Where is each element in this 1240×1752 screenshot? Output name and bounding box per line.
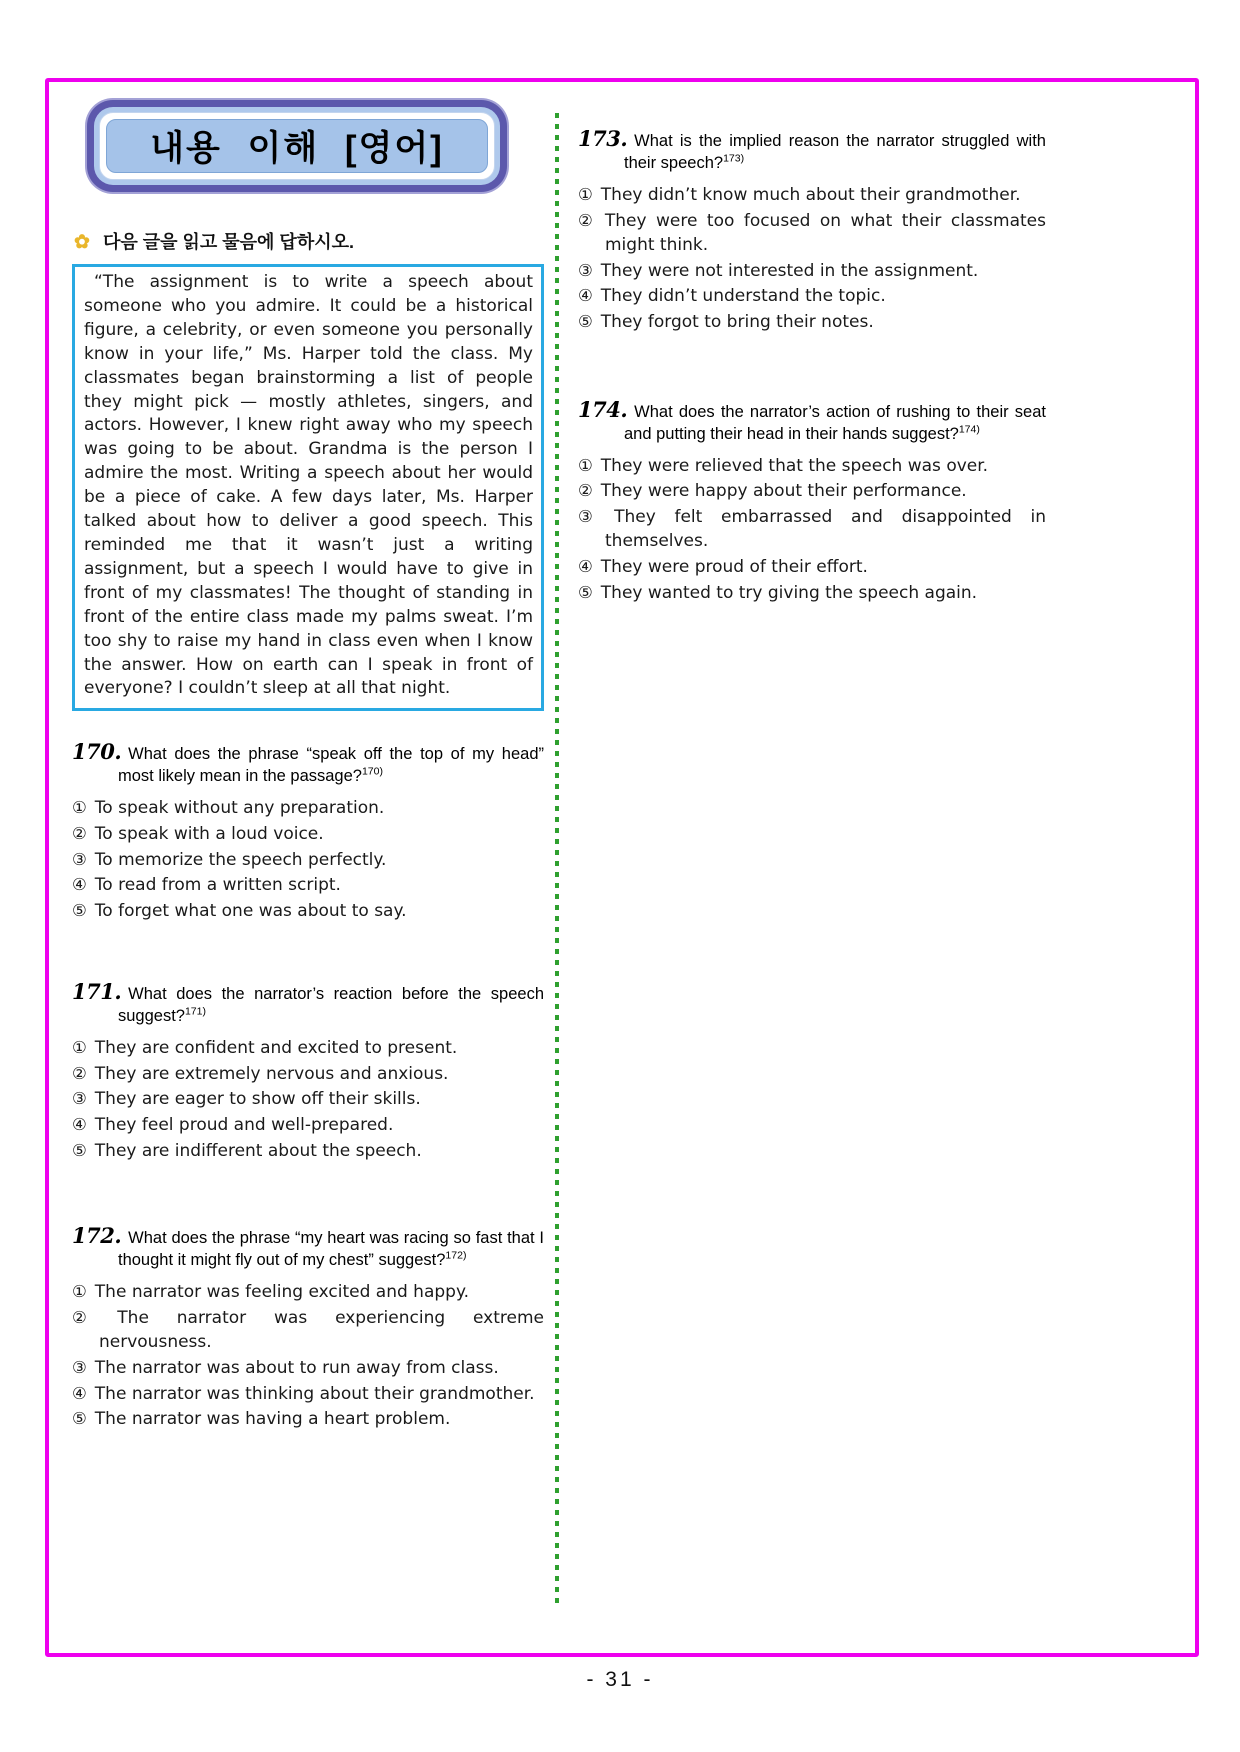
- column-divider: [555, 113, 559, 1605]
- option-2: ② To speak with a loud voice.: [72, 823, 324, 844]
- option-marker: ③: [72, 1089, 87, 1109]
- question-number: 171.: [72, 979, 122, 1005]
- title-banner: [87, 100, 507, 192]
- option-3: ③ To memorize the speech perfectly.: [72, 849, 387, 870]
- footnote-ref: 174): [958, 423, 980, 436]
- option-marker: ③: [72, 849, 87, 869]
- passage-text: “The assignment is to write a speech about someone who you admire. It could be a historical figure, a celebrity, or even someone you personally know in your life,” Ms. Harper told the class. My classmates began brainstorming a list of people they might pick — mostly athletes, singers, and actors. However, I knew right away who my speech was going to be about. Grandma is the person I admire the most. Writing a speech about her would be a piece of cake. A few days later, Ms. Harper talked about how to deliver a good speech. This reminded me that it wasn’t just a writing assignment, but a speech I would have to give in front of my classmates! The thought of standing in front of the entire class made my palms sweat. I’m too shy to raise my hand in class even when I know the answer. How on earth can I speak in front of everyone? I couldn’t sleep at all that night.: [84, 272, 533, 699]
- option-marker: ①: [72, 1038, 87, 1058]
- option-marker: ③: [578, 506, 607, 526]
- option-marker: ④: [578, 556, 593, 576]
- question-174: [578, 396, 1047, 606]
- page-number: - 31 -: [586, 1668, 654, 1691]
- option-marker: ⑤: [578, 582, 593, 602]
- footnote-ref: 170): [361, 765, 383, 778]
- option-marker: ②: [72, 1063, 87, 1083]
- option-4: ④ They feel proud and well-prepared.: [72, 1115, 394, 1136]
- option-marker: ④: [72, 1383, 87, 1403]
- options-list: [72, 1280, 544, 1432]
- option-4: ④ They didn’t understand the topic.: [578, 286, 886, 307]
- question-170: [72, 741, 544, 923]
- option-marker: ④: [72, 1115, 87, 1135]
- option-4: ④ They were proud of their effort.: [578, 556, 868, 577]
- question-172: [72, 1225, 544, 1432]
- option-1: ① They are confident and excited to present.: [72, 1038, 458, 1059]
- option-4: ④ The narrator was thinking about their grandmother.: [72, 1383, 535, 1404]
- question-number: 170.: [72, 739, 122, 765]
- page-title: 내용 이해 [영어]: [106, 119, 488, 173]
- option-marker: ⑤: [72, 1140, 87, 1160]
- option-5: ⑤ To forget what one was about to say.: [72, 900, 407, 921]
- option-2: ② The narrator was experiencing extreme nervousness.: [72, 1307, 544, 1353]
- footnote-ref: 173): [723, 152, 745, 165]
- option-5: ⑤ They forgot to bring their notes.: [578, 311, 874, 332]
- option-marker: ①: [578, 185, 593, 204]
- question-stem: 170. What does the phrase “speak off the top of my head” most likely mean in the passage?$^{170)}$: [72, 739, 544, 786]
- option-2: ② They were happy about their performance.: [578, 481, 967, 502]
- option-marker: ②: [72, 823, 87, 843]
- option-2: ② They were too focused on what their classmates might think.: [578, 210, 1047, 256]
- footnote-ref: 172): [445, 1249, 467, 1262]
- option-marker: ①: [578, 455, 593, 475]
- question-number: 173.: [578, 126, 628, 151]
- footnote-ref: 171): [184, 1005, 206, 1018]
- option-marker: ①: [72, 1282, 87, 1302]
- option-marker: ⑤: [578, 311, 593, 331]
- option-marker: ⑤: [72, 900, 87, 920]
- option-1: ① They were relieved that the speech was over.: [578, 455, 989, 476]
- option-5: ⑤ They wanted to try giving the speech again.: [578, 582, 978, 603]
- option-3: ③ They are eager to show off their skills.: [72, 1089, 421, 1110]
- option-marker: ④: [578, 286, 593, 306]
- options-list: [578, 454, 1046, 606]
- option-1: ① The narrator was feeling excited and happy.: [72, 1282, 469, 1303]
- option-marker: ⑤: [72, 1409, 87, 1429]
- question-stem: 173. What is the implied reason the narrator struggled with their speech?$^{173)}$: [578, 126, 1046, 172]
- options-list: [72, 796, 544, 923]
- reading-passage-box: [72, 264, 544, 711]
- question-number: 174.: [578, 396, 628, 422]
- option-5: ⑤ They are indifferent about the speech.: [72, 1140, 422, 1161]
- flower-icon: ✿: [74, 232, 90, 253]
- instruction-text: 다음 글을 읽고 물음에 답하시오.: [102, 232, 354, 252]
- option-marker: ②: [578, 481, 593, 501]
- option-3: ③ The narrator was about to run away from class.: [72, 1358, 499, 1379]
- question-stem: 171. What does the narrator’s reaction before the speech suggest?$^{171)}$: [72, 979, 544, 1026]
- option-marker: ②: [578, 210, 597, 230]
- options-list: [578, 183, 1046, 335]
- question-number: 172.: [72, 1223, 122, 1249]
- option-marker: ③: [578, 260, 593, 280]
- option-marker: ①: [72, 798, 87, 818]
- instruction-line: [74, 228, 544, 254]
- option-marker: ④: [72, 875, 87, 895]
- question-173: [578, 128, 1046, 335]
- left-column: [72, 95, 544, 1433]
- option-4: ④ To read from a written script.: [72, 875, 341, 896]
- question-171: [72, 981, 544, 1163]
- option-3: ③ They felt embarrassed and disappointed in themselves.: [578, 506, 1047, 552]
- right-column: [578, 95, 1046, 606]
- options-list: [72, 1036, 544, 1163]
- question-stem: 174. What does the narrator’s action of rushing to their seat and putting their head in their hands suggest?$^{174)}$: [578, 396, 1046, 443]
- question-stem: 172. What does the phrase “my heart was racing so fast that I thought it might fly out of my chest” suggest?$^{172)}$: [72, 1223, 544, 1270]
- option-1: ① They didn’t know much about their grandmother.: [578, 185, 1021, 205]
- option-5: ⑤ The narrator was having a heart problem.: [72, 1409, 451, 1430]
- option-marker: ③: [72, 1358, 87, 1378]
- option-1: ① To speak without any preparation.: [72, 798, 385, 819]
- option-2: ② They are extremely nervous and anxious.: [72, 1063, 449, 1084]
- option-marker: ②: [72, 1307, 110, 1327]
- option-3: ③ They were not interested in the assignment.: [578, 260, 979, 281]
